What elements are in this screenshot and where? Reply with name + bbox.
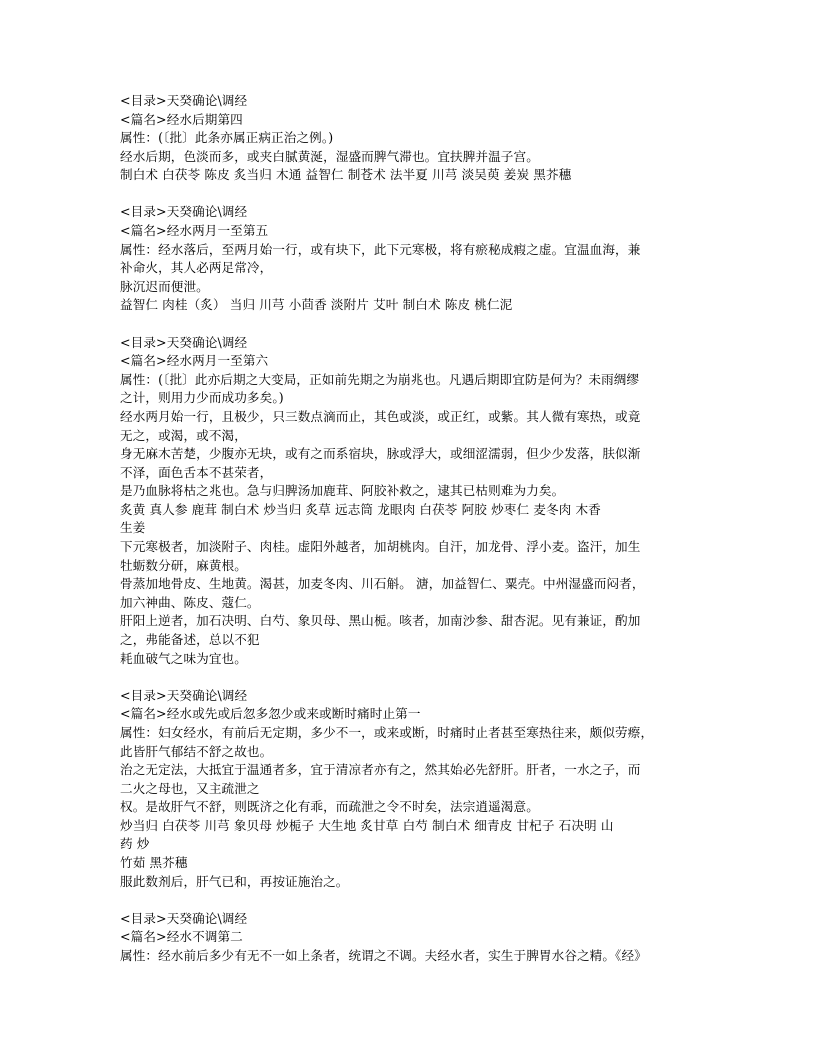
entry-text-line: 经水两月始一行，且极少，只三数点滴而止，其色或淡，或正红，或紫。其人微有寒热，或竟 [120,408,641,424]
entry-text-line: 无之，或渴，或不渴， [120,427,247,443]
entry-text-line: 生姜 [120,520,146,536]
entry-text-line: 不泽，面色舌本不甚荣者， [120,464,273,480]
entry-text-line: 经水后期，色淡而多，或夹白腻黄涎，湿盛而脾气滞也。宜扶脾并温子宫。 [120,148,539,164]
entry-text-line: 脉沉迟而便泄。 [120,278,209,294]
entry-2 [120,203,720,315]
entry-text-line: 身无麻木苦楚，少腹亦无块，或有之而系宿块，脉或浮大，或细涩濡弱，但少少发落，肤似渐 [120,446,641,462]
entry-directory: <目录>天癸确论\调经 [120,93,248,108]
entry-text-line: 竹茹 黑芥穗 [120,855,188,871]
entry-text-line: 属性：(〔批〕此条亦属正病正治之例。) [120,130,334,146]
document-page [120,92,720,984]
entry-text-line: 药 炒 [120,836,150,852]
entry-text-line: 炙黄 真人参 鹿茸 制白术 炒当归 炙草 远志筒 龙眼肉 白茯苓 阿胶 炒枣仁 麦冬肉 木香 [120,501,601,517]
entry-text-line: 益智仁 肉桂（炙） 当归 川芎 小茴香 淡附片 艾叶 制白术 陈皮 桃仁泥 [120,297,513,313]
entry-5 [120,910,720,966]
entry-text-line: 属性：(〔批〕此亦后期之大变局，正如前先期之为崩兆也。凡遇后期即宜防是何为？未雨绸缪 [120,371,640,387]
entry-text-line: 补命火，其人必两足常冷， [120,260,273,276]
entry-text-line: 此皆肝气郁结不舒之故也。 [120,743,273,759]
entry-title: <篇名>经水不调第二 [120,929,243,945]
entry-text-line: 耗血破气之味为宜也。 [120,650,247,666]
entry-1 [120,92,720,185]
entry-4 [120,687,720,892]
entry-text-line: 二火之母也，又主疏泄之 [120,780,260,796]
entry-text-line: 权。是故肝气不舒，则既济之化有乖，而疏泄之令不时矣，法宗逍遥渴意。 [120,799,539,815]
entry-title: <篇名>经水两月一至第六 [120,353,269,369]
entry-text-line: 属性：经水前后多少有无不一如上条者，统谓之不调。夫经水者，实生于脾胃水谷之精。《经》 [120,947,647,963]
entry-text-line: 制白术 白茯苓 陈皮 炙当归 木通 益智仁 制苍术 法半夏 川芎 淡吴萸 姜炭 黑芥穗 [120,167,572,183]
entry-text-line: 属性：妇女经水，有前后无定期，多少不一，或来或断，时痛时止者甚至寒热往来，颇似劳瘵， [120,724,654,740]
entry-text-line: 是乃血脉将枯之兆也。急与归脾汤加鹿茸、阿胶补救之，逮其已枯则难为力矣。 [120,483,565,499]
entry-text-line: 治之无定法，大抵宜于温通者多，宜于清凉者亦有之，然其始必先舒肝。肝者，一水之子，而 [120,762,641,778]
entry-text-line: 之计，则用力少而成功多矣。) [120,390,284,406]
entry-directory: <目录>天癸确论\调经 [120,204,248,220]
entry-text-line: 属性：经水落后，至两月始一行，或有块下，此下元寒极，将有瘀秘成瘕之虚。宜温血海，兼 [120,241,641,257]
entry-text-line: 牡蛎数分研，麻黄根。 [120,557,247,573]
entry-title: <篇名>经水或先或后忽多忽少或来或断时痛时止第一 [120,706,421,722]
entry-directory: <目录>天癸确论\调经 [120,334,248,350]
entry-text-line: 炒当归 白茯苓 川芎 象贝母 炒栀子 大生地 炙甘草 白芍 制白术 细青皮 甘杞子 石决明 山 [120,817,614,833]
entry-title: <篇名>经水两月一至第五 [120,223,269,239]
entry-3 [120,334,720,669]
entry-text-line: 之，弗能备述，总以不犯 [120,632,260,648]
entry-text-line: 加六神曲、陈皮、蔻仁。 [120,594,260,610]
entry-title: <篇名>经水后期第四 [120,111,243,127]
entry-directory: <目录>天癸确论\调经 [120,910,248,926]
entry-text-line: 下元寒极者，加淡附子、肉桂。虚阳外越者，加胡桃肉。自汗，加龙骨、浮小麦。盗汗，加生 [120,539,641,555]
entry-text-line: 服此数剂后，肝气已和，再按证施治之。 [120,873,349,889]
entry-directory: <目录>天癸确论\调经 [120,687,248,703]
entry-text-line: 骨蒸加地骨皮、生地黄。渴甚，加麦冬肉、川石斛。 溏，加益智仁、粟壳。中州湿盛而闷者， [120,576,645,592]
entry-text-line: 肝阳上逆者，加石决明、白芍、象贝母、黑山栀。咳者，加南沙参、甜杏泥。见有兼证，酌加 [120,613,641,629]
